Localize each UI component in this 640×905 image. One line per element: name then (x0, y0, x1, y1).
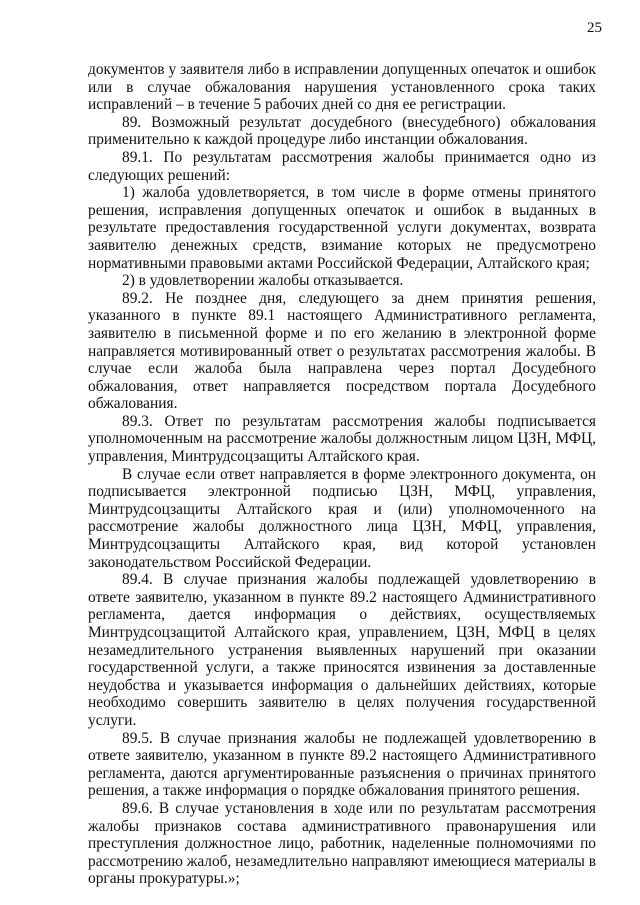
document-body (88, 61, 596, 888)
paragraph-89-3: 89.3. Ответ по результатам рассмотрения жалобы подписывается уполномоченным на рассмотрение жалобы должностным лицом ЦЗН, МФЦ, управления, Минтрудсоцзащиты Алтайского края. (88, 412, 596, 466)
paragraph-89: 89. Возможный результат досудебного (внесудебного) обжалования применительно к каждой процедуре либо инстанции обжалования. (88, 113, 596, 149)
paragraph-89-6: 89.6. В случае установления в ходе или по результатам рассмотрения жалобы признаков состава административного правонарушения или преступления должностное лицо, работник, наделенные полномочиями по рассмотрению жалоб, незамедлительно направляют имеющиеся материалы в органы прокуратуры.»; (88, 799, 596, 888)
paragraph-continuation: документов у заявителя либо в исправлении допущенных опечаток и ошибок или в случае обжалования нарушения установленного срока таких исправлений – в течение 5 рабочих дней со дня ее регистрации. (88, 61, 596, 114)
page-number: 25 (587, 20, 602, 36)
paragraph-89-3-electronic: В случае если ответ направляется в форме электронного документа, он подписывается электронной подписью ЦЗН, МФЦ, управления, Минтрудсоцзащиты Алтайского края и (или) уполномоченного на рассмотрение жалобы должностного лица ЦЗН, МФЦ, управления, Минтрудсоцзащиты Алтайского края, вид которой установлен законодательством Российской Федерации. (88, 465, 596, 571)
paragraph-89-1: 89.1. По результатам рассмотрения жалобы принимается одно из следующих решений: (88, 148, 596, 184)
paragraph-89-5: 89.5. В случае признания жалобы не подлежащей удовлетворению в ответе заявителю, указанном в пункте 89.2 настоящего Административного регламента, даются аргументированные разъяснения о причинах принятого решения, а также информация о порядке обжалования принятого решения. (88, 729, 596, 800)
paragraph-89-2: 89.2. Не позднее дня, следующего за днем принятия решения, указанного в пункте 89.1 настоящего Административного регламента, заявителю в письменной форме и по его желанию в электронной форме направляется мотивированный ответ о результатах рассмотрения жалобы. В случае если жалоба была направлена через портал Досудебного обжалования, ответ направляется посредством портала Досудебного обжалования. (88, 289, 596, 413)
paragraph-89-4: 89.4. В случае признания жалобы подлежащей удовлетворению в ответе заявителю, указанном в пункте 89.2 настоящего Административного регламента, дается информация о действиях, осуществляемых Минтрудсоцзащитой Алтайского края, управлением, ЦЗН, МФЦ в целях незамедлительного устранения выявленных нарушений при оказании государственной услуги, а также приносятся извинения за доставленные неудобства и указывается информация о дальнейших действиях, которые необходимо совершить заявителю в целях получения государственной услуги. (88, 571, 596, 729)
list-item-2: 2) в удовлетворении жалобы отказывается. (122, 272, 404, 290)
list-item-1: 1) жалоба удовлетворяется, в том числе в форме отмены принятого решения, исправления допущенных опечаток и ошибок в выданных в результате предоставления государственной услуги документах, возврата заявителю денежных средств, взимание которых не предусмотрено нормативными правовыми актами Российской Федерации, Алтайского края; (88, 184, 596, 272)
